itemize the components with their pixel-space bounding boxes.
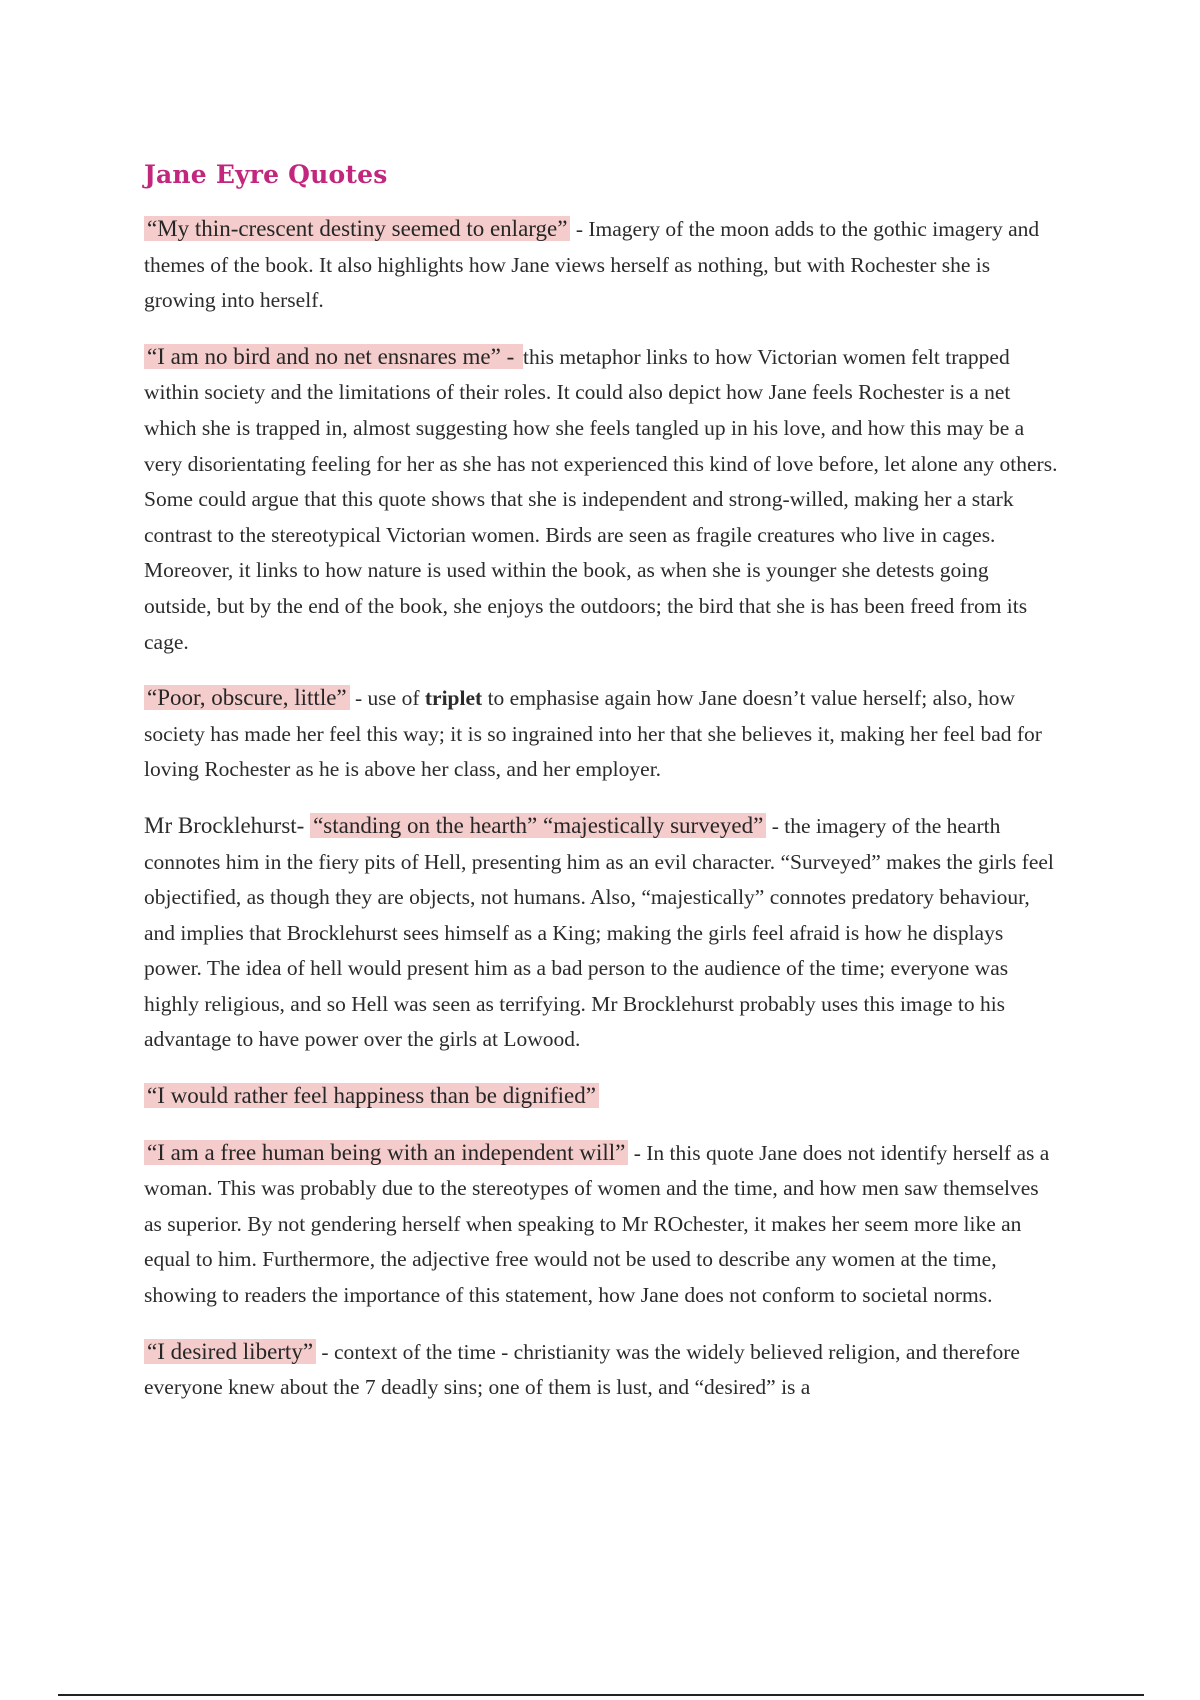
paragraph-brocklehurst-quote — [144, 808, 1060, 1058]
analysis-text: - use of — [349, 686, 425, 711]
paragraph-bird-quote — [144, 339, 1060, 660]
document-title: Jane Eyre Quotes — [144, 160, 388, 189]
highlighted-quote: “My thin-crescent destiny seemed to enlarge” — [144, 216, 570, 241]
highlighted-quote: “I desired liberty” — [144, 1339, 316, 1364]
character-lead: Mr Brocklehurst- — [144, 812, 311, 838]
bold-term: triplet — [424, 686, 483, 711]
paragraph-moon-quote — [144, 211, 1060, 319]
analysis-text: - context of the time - christianity was the widely believed religion, and therefore everyone knew about the 7 deadly sins; one of them is lust, and “desired” is a — [144, 1339, 1020, 1400]
paragraph-triplet-quote — [144, 680, 1060, 788]
page-bottom-divider — [58, 1694, 1144, 1696]
document-page — [144, 160, 1060, 1426]
analysis-text: - Imagery of the moon adds to the gothic imagery and themes of the book. It also highlights how Jane views herself as nothing, but with Rochester she is growing into herself. — [144, 217, 1040, 313]
paragraph-free-human-quote — [144, 1135, 1060, 1314]
highlighted-quote: “Poor, obscure, little” — [144, 685, 350, 710]
analysis-text: this metaphor links to how Victorian women felt trapped within society and the limitations of their roles. It could also depict how Jane feels Rochester is a net which she is trapped in, almost suggesting how she feels tangled up in his love, and how this may be a very disorientating feeling for her as she has not experienced this kind of love before, let alone any others. Some could argue that this quote shows that she is independent and strong-willed, making her a stark contrast to the stereotypical Victorian women. Birds are seen as fragile creatures who live in cages. Moreover, it links to how nature is used within the book, as when she is younger she detests going outside, but by the end of the book, she enjoys the outdoors; the bird that she is has been freed from its cage. — [144, 344, 1058, 654]
paragraph-liberty-quote — [144, 1334, 1060, 1406]
highlighted-quote: “I am no bird and no net ensnares me” - — [144, 344, 523, 369]
highlighted-quote: “I am a free human being with an independent will” — [144, 1140, 628, 1165]
analysis-text: - In this quote Jane does not identify herself as a woman. This was probably due to the stereotypes of women and the time, and how men saw themselves as superior. By not gendering herself when speaking to Mr ROchester, it makes her seem more like an equal to him. Furthermore, the adjective free would not be used to describe any women at the time, showing to readers the importance of this statement, how Jane does not conform to societal norms. — [144, 1140, 1050, 1308]
paragraph-happiness-quote — [144, 1078, 1060, 1115]
highlighted-quote: “I would rather feel happiness than be dignified” — [144, 1083, 599, 1108]
highlighted-quote: “standing on the hearth” “majestically surveyed” — [310, 813, 766, 838]
analysis-text: - the imagery of the hearth connotes him in the fiery pits of Hell, presenting him as an evil character. “Surveyed” makes the girls feel objectified, as though they are objects, not humans. Also, “majestically” connotes predatory behaviour, and implies that Brocklehurst sees himself as a King; making the girls feel afraid is how he displays power. The idea of hell would present him as a bad person to the audience of the time; everyone was highly religious, and so Hell was seen as terrifying. Mr Brocklehurst probably uses this image to his advantage to have power over the girls at Lowood. — [144, 813, 1054, 1052]
analysis-text: to emphasise again how Jane doesn’t value herself; also, how society has made her feel this way; it is so ingrained into her that she believes it, making her feel bad for loving Rochester as he is above her class, and her employer. — [144, 686, 1042, 782]
